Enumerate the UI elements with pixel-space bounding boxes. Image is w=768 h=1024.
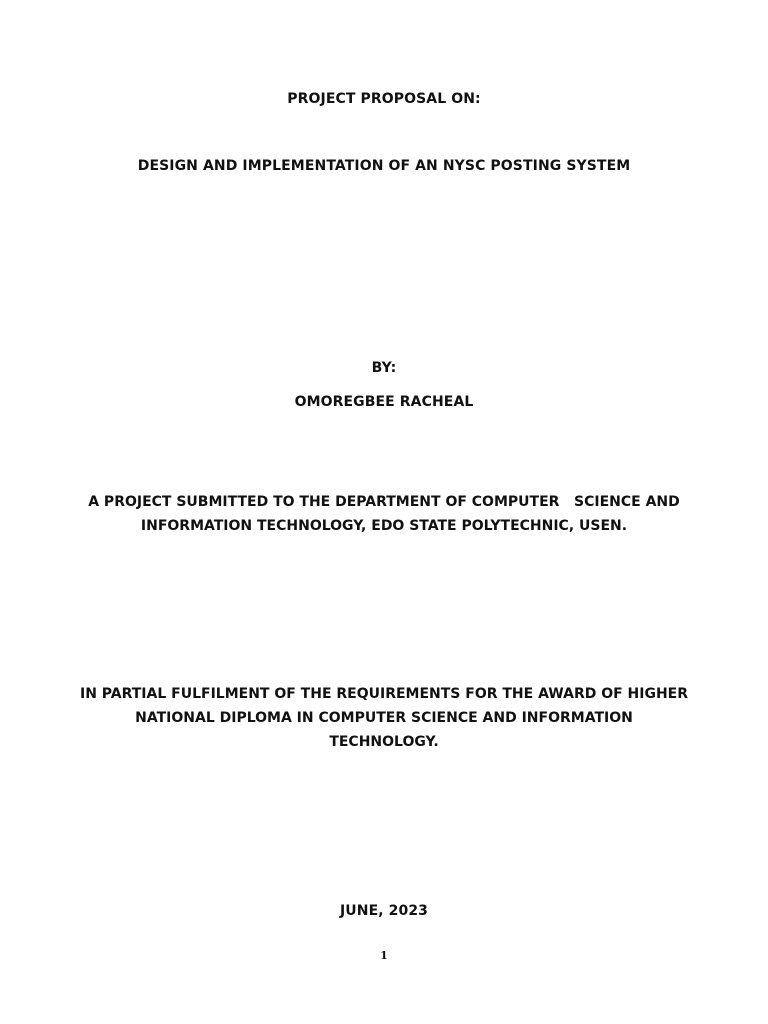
submission-statement [80,490,688,538]
submission-date: JUNE, 2023 [339,903,428,919]
fulfilment-line: TECHNOLOGY. [329,734,439,750]
fulfilment-line: IN PARTIAL FULFILMENT OF THE REQUIREMENTS FOR THE AWARD OF HIGHER [80,686,689,702]
by-label: BY: [371,360,397,376]
fulfilment-statement [80,682,688,754]
fulfilment-line: NATIONAL DIPLOMA IN COMPUTER SCIENCE AND INFORMATION [135,710,633,726]
submission-line: INFORMATION TECHNOLOGY, EDO STATE POLYTECHNIC, USEN. [140,518,628,534]
page-number: 1 [380,949,388,962]
author-name: OMOREGBEE RACHEAL [294,394,474,410]
project-title: DESIGN AND IMPLEMENTATION OF AN NYSC POSTING SYSTEM [137,158,631,174]
proposal-heading: PROJECT PROPOSAL ON: [287,91,481,107]
submission-line: A PROJECT SUBMITTED TO THE DEPARTMENT OF COMPUTER SCIENCE AND [88,494,680,510]
